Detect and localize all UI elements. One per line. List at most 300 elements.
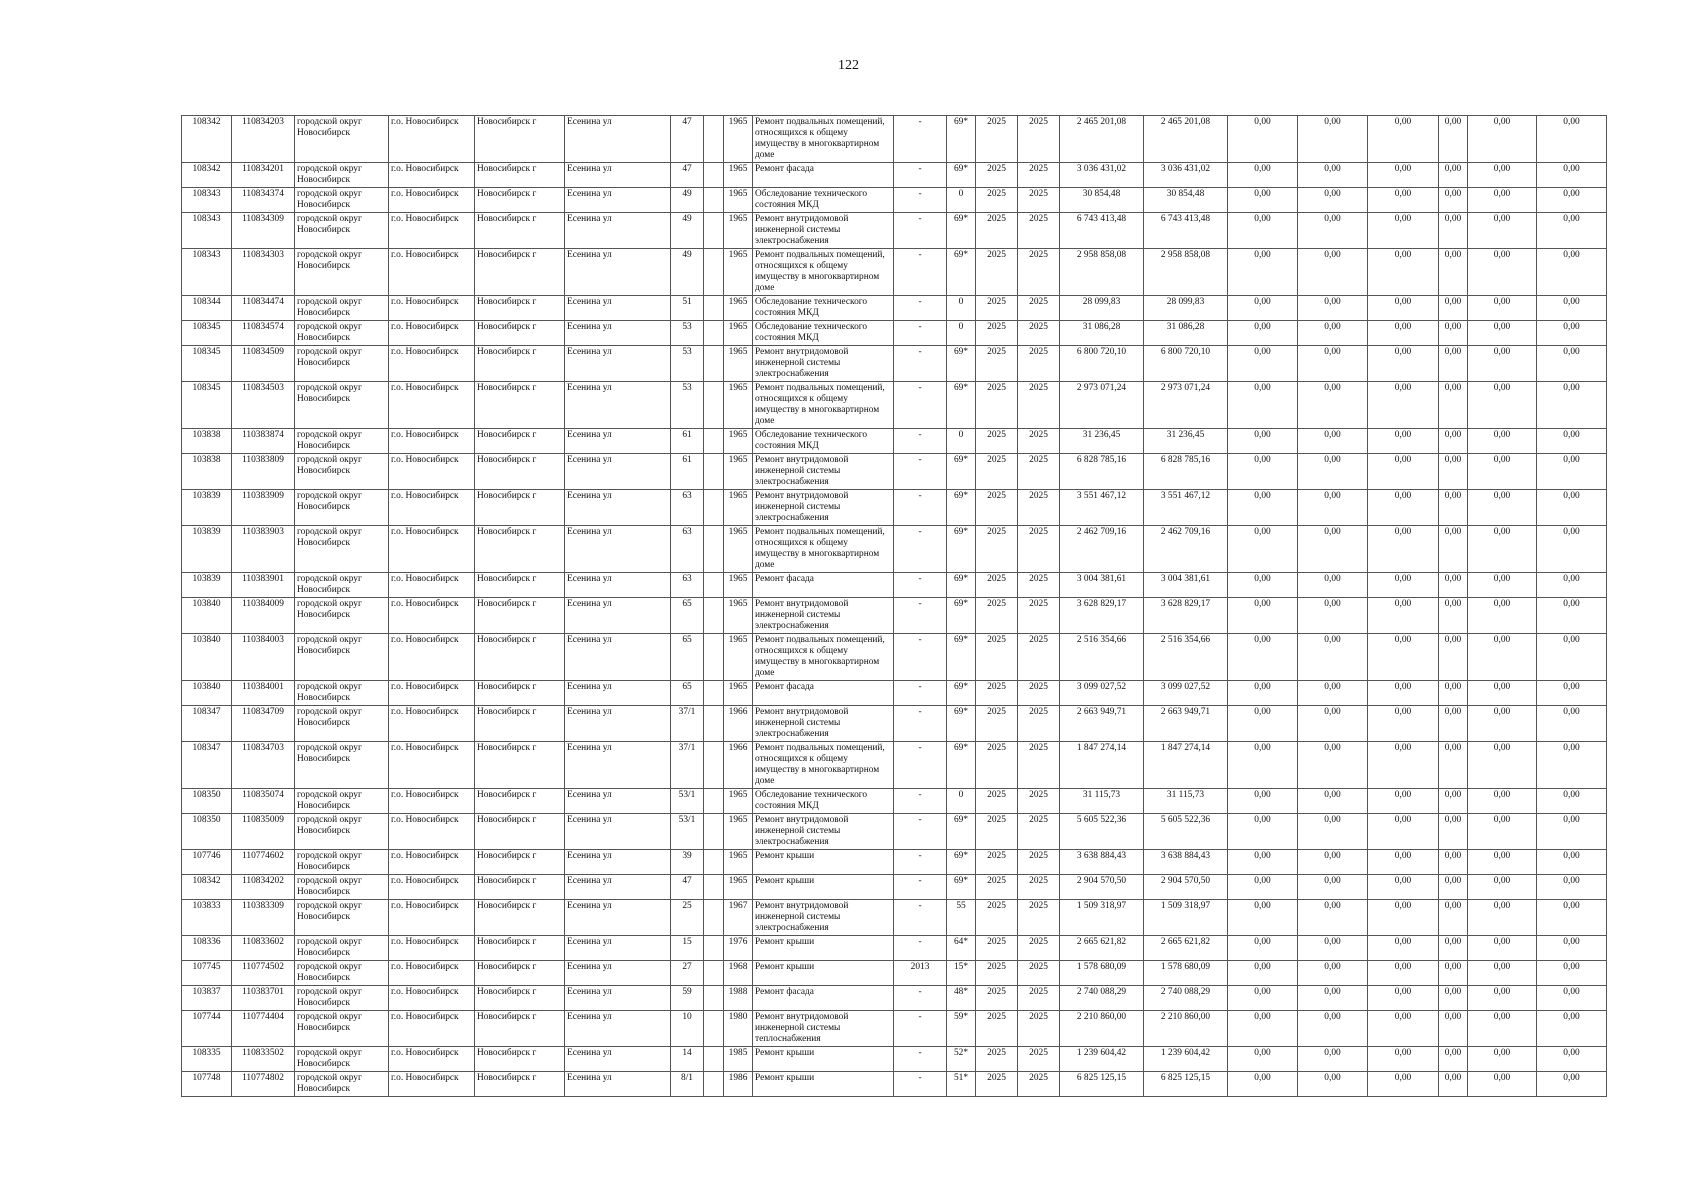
cell-other-1: 0,00 [1439,249,1468,296]
cell-last-repair-year: - [894,1011,947,1047]
cell-municipality: г.о. Новосибирск [389,850,475,875]
cell-other-2: 0,00 [1537,706,1607,742]
cell-last-repair-year: - [894,573,947,598]
cell-regional-budget: 0,00 [1298,321,1368,346]
cell-other-1: 0,00 [1439,961,1468,986]
cell-owners-funds: 0,00 [1468,573,1537,598]
cell-other-1: 0,00 [1439,163,1468,188]
cell-work-id: 110383809 [232,454,295,490]
cell-local-budget: 0,00 [1368,814,1439,850]
cell-other-1: 0,00 [1439,526,1468,573]
table-row [182,382,1607,429]
cell-regional-fund: 3 036 431,02 [1144,163,1228,188]
cell-regional-fund: 2 740 088,29 [1144,986,1228,1011]
cell-regional-fund: 31 086,28 [1144,321,1228,346]
cell-owners-funds: 0,00 [1468,490,1537,526]
cell-house-id: 108343 [182,188,232,213]
cell-federal-funds: 0,00 [1228,429,1298,454]
cell-street: Есенина ул [565,706,671,742]
cell-owners-funds: 0,00 [1468,1011,1537,1047]
table-row [182,742,1607,789]
cell-regional-budget: 0,00 [1298,814,1368,850]
cell-total-cost: 2 958 858,08 [1060,249,1144,296]
cell-last-repair-year: - [894,936,947,961]
cell-owners-funds: 0,00 [1468,634,1537,681]
cell-total-cost: 3 638 884,43 [1060,850,1144,875]
cell-other-2: 0,00 [1537,573,1607,598]
cell-regional-budget: 0,00 [1298,573,1368,598]
cell-plan-end: 2025 [1018,454,1060,490]
cell-other-1: 0,00 [1439,213,1468,249]
cell-street: Есенина ул [565,1011,671,1047]
cell-regional-budget: 0,00 [1298,850,1368,875]
cell-other-2: 0,00 [1537,875,1607,900]
cell-house-number: 47 [671,163,704,188]
cell-federal-funds: 0,00 [1228,321,1298,346]
cell-house-id: 103839 [182,490,232,526]
cell-building [704,936,724,961]
cell-local-budget: 0,00 [1368,346,1439,382]
table-row [182,188,1607,213]
cell-plan-end: 2025 [1018,296,1060,321]
cell-house-id: 108350 [182,789,232,814]
cell-street: Есенина ул [565,1047,671,1072]
cell-other-1: 0,00 [1439,1072,1468,1097]
cell-building [704,249,724,296]
cell-municipal-district: городской округ Новосибирск [295,213,389,249]
cell-federal-funds: 0,00 [1228,986,1298,1011]
cell-plan-start: 2025 [976,961,1018,986]
cell-municipality: г.о. Новосибирск [389,188,475,213]
cell-building [704,490,724,526]
cell-regional-fund: 6 800 720,10 [1144,346,1228,382]
cell-federal-funds: 0,00 [1228,1011,1298,1047]
cell-settlement: Новосибирск г [475,346,565,382]
cell-local-budget: 0,00 [1368,900,1439,936]
cell-municipal-district: городской округ Новосибирск [295,490,389,526]
cell-regional-fund: 3 004 381,61 [1144,573,1228,598]
cell-wear-percent: 69* [947,163,976,188]
cell-regional-fund: 1 509 318,97 [1144,900,1228,936]
cell-total-cost: 3 551 467,12 [1060,490,1144,526]
cell-federal-funds: 0,00 [1228,346,1298,382]
cell-work-type: Ремонт внутридомовой инженерной системы электроснабжения [753,814,894,850]
cell-work-type: Ремонт фасада [753,986,894,1011]
cell-street: Есенина ул [565,321,671,346]
cell-house-id: 108345 [182,382,232,429]
cell-building [704,814,724,850]
cell-year-built: 1965 [724,382,753,429]
table-row [182,850,1607,875]
cell-work-type: Ремонт внутридомовой инженерной системы электроснабжения [753,706,894,742]
table-row [182,875,1607,900]
cell-federal-funds: 0,00 [1228,742,1298,789]
cell-building [704,961,724,986]
cell-wear-percent: 0 [947,429,976,454]
cell-house-number: 65 [671,681,704,706]
cell-plan-start: 2025 [976,850,1018,875]
cell-house-id: 103833 [182,900,232,936]
cell-work-id: 110384001 [232,681,295,706]
cell-total-cost: 5 605 522,36 [1060,814,1144,850]
cell-house-id: 108347 [182,742,232,789]
cell-work-type: Ремонт подвальных помещений, относящихся к общему имуществу в многоквартирном доме [753,249,894,296]
cell-plan-end: 2025 [1018,875,1060,900]
cell-house-number: 37/1 [671,706,704,742]
table-row [182,116,1607,163]
cell-municipality: г.о. Новосибирск [389,1072,475,1097]
cell-regional-budget: 0,00 [1298,429,1368,454]
cell-last-repair-year: - [894,875,947,900]
cell-work-type: Ремонт фасада [753,681,894,706]
cell-other-2: 0,00 [1537,1072,1607,1097]
cell-other-1: 0,00 [1439,1011,1468,1047]
cell-wear-percent: 69* [947,875,976,900]
cell-regional-budget: 0,00 [1298,961,1368,986]
cell-building [704,188,724,213]
cell-plan-end: 2025 [1018,249,1060,296]
cell-regional-fund: 2 904 570,50 [1144,875,1228,900]
cell-year-built: 1965 [724,681,753,706]
cell-last-repair-year: - [894,188,947,213]
cell-work-id: 110834503 [232,382,295,429]
cell-plan-end: 2025 [1018,382,1060,429]
cell-settlement: Новосибирск г [475,986,565,1011]
cell-federal-funds: 0,00 [1228,875,1298,900]
cell-house-id: 103839 [182,526,232,573]
cell-last-repair-year: - [894,346,947,382]
cell-municipal-district: городской округ Новосибирск [295,875,389,900]
cell-other-1: 0,00 [1439,900,1468,936]
cell-year-built: 1965 [724,598,753,634]
cell-owners-funds: 0,00 [1468,706,1537,742]
cell-other-2: 0,00 [1537,429,1607,454]
cell-regional-budget: 0,00 [1298,789,1368,814]
cell-plan-end: 2025 [1018,961,1060,986]
cell-regional-fund: 3 638 884,43 [1144,850,1228,875]
cell-house-id: 108345 [182,346,232,382]
cell-last-repair-year: - [894,249,947,296]
cell-last-repair-year: - [894,321,947,346]
cell-year-built: 1965 [724,454,753,490]
cell-owners-funds: 0,00 [1468,850,1537,875]
cell-last-repair-year: - [894,986,947,1011]
cell-other-1: 0,00 [1439,296,1468,321]
cell-regional-budget: 0,00 [1298,936,1368,961]
cell-regional-budget: 0,00 [1298,681,1368,706]
cell-last-repair-year: - [894,900,947,936]
cell-house-id: 108345 [182,321,232,346]
cell-regional-budget: 0,00 [1298,382,1368,429]
cell-local-budget: 0,00 [1368,986,1439,1011]
cell-building [704,382,724,429]
cell-local-budget: 0,00 [1368,634,1439,681]
cell-street: Есенина ул [565,789,671,814]
cell-settlement: Новосибирск г [475,188,565,213]
cell-municipality: г.о. Новосибирск [389,706,475,742]
cell-regional-budget: 0,00 [1298,1011,1368,1047]
cell-regional-fund: 3 551 467,12 [1144,490,1228,526]
cell-wear-percent: 0 [947,321,976,346]
cell-settlement: Новосибирск г [475,1047,565,1072]
cell-total-cost: 6 828 785,16 [1060,454,1144,490]
cell-building [704,429,724,454]
cell-last-repair-year: - [894,296,947,321]
cell-house-number: 49 [671,188,704,213]
cell-wear-percent: 69* [947,573,976,598]
cell-wear-percent: 69* [947,490,976,526]
cell-local-budget: 0,00 [1368,573,1439,598]
cell-wear-percent: 0 [947,296,976,321]
cell-regional-fund: 31 115,73 [1144,789,1228,814]
cell-work-type: Обследование технического состояния МКД [753,429,894,454]
cell-work-type: Ремонт подвальных помещений, относящихся к общему имуществу в многоквартирном доме [753,742,894,789]
cell-regional-budget: 0,00 [1298,526,1368,573]
cell-total-cost: 3 036 431,02 [1060,163,1144,188]
cell-house-number: 59 [671,986,704,1011]
cell-work-id: 110835074 [232,789,295,814]
cell-municipal-district: городской округ Новосибирск [295,382,389,429]
cell-total-cost: 2 516 354,66 [1060,634,1144,681]
cell-year-built: 1968 [724,961,753,986]
cell-building [704,1047,724,1072]
table-row [182,454,1607,490]
cell-plan-end: 2025 [1018,789,1060,814]
cell-wear-percent: 64* [947,936,976,961]
cell-municipal-district: городской округ Новосибирск [295,429,389,454]
cell-settlement: Новосибирск г [475,454,565,490]
cell-last-repair-year: - [894,742,947,789]
cell-other-2: 0,00 [1537,346,1607,382]
cell-regional-fund: 5 605 522,36 [1144,814,1228,850]
cell-house-number: 63 [671,526,704,573]
cell-wear-percent: 15* [947,961,976,986]
cell-year-built: 1966 [724,742,753,789]
cell-other-1: 0,00 [1439,706,1468,742]
cell-work-type: Обследование технического состояния МКД [753,321,894,346]
cell-building [704,634,724,681]
cell-house-number: 61 [671,429,704,454]
cell-other-2: 0,00 [1537,936,1607,961]
cell-total-cost: 28 099,83 [1060,296,1144,321]
table-row [182,490,1607,526]
cell-work-id: 110384009 [232,598,295,634]
cell-other-2: 0,00 [1537,490,1607,526]
table-row [182,1011,1607,1047]
cell-federal-funds: 0,00 [1228,163,1298,188]
cell-federal-funds: 0,00 [1228,1072,1298,1097]
cell-wear-percent: 69* [947,634,976,681]
cell-building [704,986,724,1011]
cell-other-2: 0,00 [1537,526,1607,573]
cell-last-repair-year: - [894,454,947,490]
cell-other-1: 0,00 [1439,850,1468,875]
table-row [182,900,1607,936]
cell-local-budget: 0,00 [1368,526,1439,573]
cell-federal-funds: 0,00 [1228,900,1298,936]
cell-house-number: 53/1 [671,789,704,814]
cell-municipal-district: городской округ Новосибирск [295,961,389,986]
cell-other-2: 0,00 [1537,814,1607,850]
table-row [182,936,1607,961]
cell-total-cost: 3 099 027,52 [1060,681,1144,706]
cell-settlement: Новосибирск г [475,296,565,321]
cell-year-built: 1965 [724,875,753,900]
cell-settlement: Новосибирск г [475,742,565,789]
cell-owners-funds: 0,00 [1468,454,1537,490]
cell-wear-percent: 69* [947,382,976,429]
cell-plan-start: 2025 [976,1072,1018,1097]
cell-other-2: 0,00 [1537,1047,1607,1072]
cell-house-number: 63 [671,573,704,598]
cell-year-built: 1965 [724,490,753,526]
cell-work-type: Ремонт крыши [753,875,894,900]
cell-federal-funds: 0,00 [1228,213,1298,249]
cell-settlement: Новосибирск г [475,213,565,249]
cell-local-budget: 0,00 [1368,163,1439,188]
cell-house-number: 25 [671,900,704,936]
cell-owners-funds: 0,00 [1468,814,1537,850]
cell-municipality: г.о. Новосибирск [389,814,475,850]
cell-regional-fund: 2 462 709,16 [1144,526,1228,573]
cell-settlement: Новосибирск г [475,249,565,296]
cell-work-type: Ремонт внутридомовой инженерной системы электроснабжения [753,490,894,526]
cell-work-id: 110834201 [232,163,295,188]
cell-year-built: 1965 [724,850,753,875]
cell-other-2: 0,00 [1537,116,1607,163]
cell-other-1: 0,00 [1439,188,1468,213]
cell-municipality: г.о. Новосибирск [389,321,475,346]
cell-regional-budget: 0,00 [1298,1047,1368,1072]
cell-work-id: 110834509 [232,346,295,382]
cell-plan-start: 2025 [976,986,1018,1011]
cell-plan-start: 2025 [976,875,1018,900]
cell-work-type: Ремонт внутридомовой инженерной системы электроснабжения [753,346,894,382]
cell-municipality: г.о. Новосибирск [389,454,475,490]
cell-other-2: 0,00 [1537,681,1607,706]
cell-owners-funds: 0,00 [1468,681,1537,706]
cell-plan-end: 2025 [1018,598,1060,634]
cell-municipal-district: городской округ Новосибирск [295,1011,389,1047]
cell-federal-funds: 0,00 [1228,634,1298,681]
cell-local-budget: 0,00 [1368,961,1439,986]
cell-work-id: 110774802 [232,1072,295,1097]
cell-plan-start: 2025 [976,681,1018,706]
cell-year-built: 1965 [724,634,753,681]
cell-plan-end: 2025 [1018,986,1060,1011]
cell-street: Есенина ул [565,429,671,454]
cell-municipal-district: городской округ Новосибирск [295,321,389,346]
cell-street: Есенина ул [565,116,671,163]
cell-house-number: 53/1 [671,814,704,850]
cell-year-built: 1965 [724,116,753,163]
cell-other-1: 0,00 [1439,490,1468,526]
cell-house-number: 53 [671,382,704,429]
cell-regional-budget: 0,00 [1298,900,1368,936]
cell-wear-percent: 69* [947,681,976,706]
cell-municipality: г.о. Новосибирск [389,116,475,163]
cell-local-budget: 0,00 [1368,875,1439,900]
cell-street: Есенина ул [565,296,671,321]
cell-federal-funds: 0,00 [1228,1047,1298,1072]
cell-house-id: 103840 [182,634,232,681]
cell-settlement: Новосибирск г [475,634,565,681]
table-row [182,789,1607,814]
cell-plan-start: 2025 [976,526,1018,573]
cell-work-id: 110774602 [232,850,295,875]
cell-settlement: Новосибирск г [475,382,565,429]
cell-plan-start: 2025 [976,789,1018,814]
cell-house-number: 27 [671,961,704,986]
cell-last-repair-year: - [894,116,947,163]
cell-work-type: Ремонт крыши [753,1047,894,1072]
cell-plan-start: 2025 [976,900,1018,936]
cell-building [704,321,724,346]
cell-local-budget: 0,00 [1368,116,1439,163]
cell-municipal-district: городской округ Новосибирск [295,454,389,490]
cell-house-id: 108347 [182,706,232,742]
cell-regional-fund: 2 973 071,24 [1144,382,1228,429]
cell-regional-fund: 2 210 860,00 [1144,1011,1228,1047]
cell-work-type: Обследование технического состояния МКД [753,188,894,213]
table-row [182,296,1607,321]
cell-work-type: Ремонт внутридомовой инженерной системы электроснабжения [753,454,894,490]
cell-work-id: 110383909 [232,490,295,526]
cell-work-id: 110774502 [232,961,295,986]
cell-local-budget: 0,00 [1368,1047,1439,1072]
cell-work-type: Ремонт подвальных помещений, относящихся к общему имуществу в многоквартирном доме [753,382,894,429]
cell-federal-funds: 0,00 [1228,936,1298,961]
cell-wear-percent: 0 [947,789,976,814]
cell-other-1: 0,00 [1439,454,1468,490]
cell-year-built: 1965 [724,188,753,213]
cell-other-2: 0,00 [1537,321,1607,346]
cell-wear-percent: 69* [947,249,976,296]
cell-municipal-district: городской округ Новосибирск [295,1072,389,1097]
cell-building [704,346,724,382]
cell-last-repair-year: - [894,789,947,814]
cell-year-built: 1966 [724,706,753,742]
cell-plan-end: 2025 [1018,900,1060,936]
cell-regional-fund: 30 854,48 [1144,188,1228,213]
cell-wear-percent: 69* [947,346,976,382]
cell-municipal-district: городской округ Новосибирск [295,526,389,573]
cell-work-type: Ремонт крыши [753,1072,894,1097]
cell-building [704,850,724,875]
cell-plan-start: 2025 [976,296,1018,321]
table-row [182,598,1607,634]
cell-wear-percent: 69* [947,706,976,742]
cell-plan-end: 2025 [1018,850,1060,875]
cell-building [704,1011,724,1047]
cell-other-1: 0,00 [1439,634,1468,681]
cell-work-id: 110834574 [232,321,295,346]
cell-building [704,789,724,814]
cell-street: Есенина ул [565,681,671,706]
cell-street: Есенина ул [565,454,671,490]
cell-settlement: Новосибирск г [475,163,565,188]
cell-federal-funds: 0,00 [1228,681,1298,706]
cell-local-budget: 0,00 [1368,742,1439,789]
cell-owners-funds: 0,00 [1468,321,1537,346]
cell-owners-funds: 0,00 [1468,986,1537,1011]
cell-house-number: 47 [671,875,704,900]
cell-owners-funds: 0,00 [1468,213,1537,249]
cell-other-1: 0,00 [1439,321,1468,346]
cell-plan-end: 2025 [1018,1072,1060,1097]
cell-house-number: 53 [671,321,704,346]
cell-plan-start: 2025 [976,454,1018,490]
